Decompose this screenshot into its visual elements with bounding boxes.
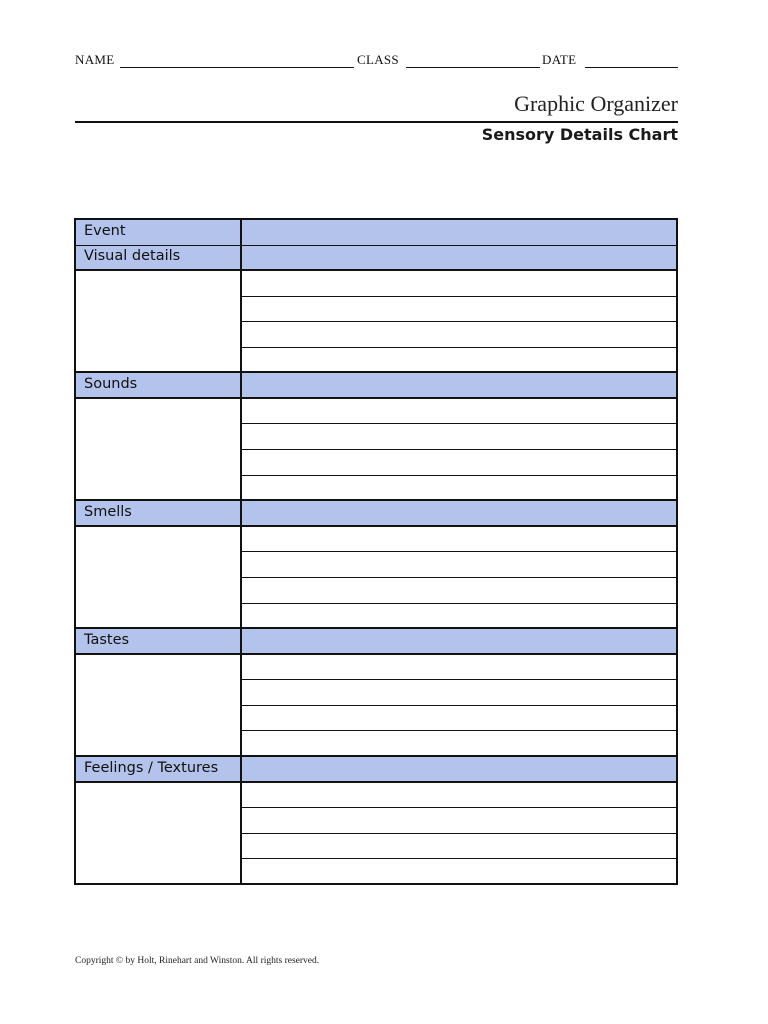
detail-line[interactable] [242, 680, 676, 706]
detail-line[interactable] [242, 297, 676, 323]
event-row[interactable] [76, 220, 676, 246]
section-divider [76, 755, 676, 757]
detail-line[interactable] [242, 399, 676, 425]
detail-line[interactable] [242, 552, 676, 578]
page-title: Graphic Organizer [514, 91, 678, 116]
page-subtitle: Sensory Details Chart [481, 125, 678, 144]
detail-line[interactable] [242, 322, 676, 348]
detail-line[interactable] [242, 655, 676, 681]
detail-line[interactable] [242, 732, 676, 758]
detail-line[interactable] [242, 808, 676, 834]
row-label: Sounds [84, 376, 138, 393]
class-label: CLASS [357, 52, 399, 67]
date-field[interactable] [585, 67, 678, 68]
detail-line[interactable] [242, 783, 676, 809]
student-info-fields [75, 52, 678, 70]
copyright-notice: Copyright © by Holt, Rinehart and Winston. All rights reserved. [75, 956, 320, 966]
detail-line[interactable] [242, 348, 676, 374]
row-label: Feelings / Textures [84, 759, 219, 776]
detail-line[interactable] [242, 476, 676, 502]
title-rule [75, 121, 678, 123]
name-label: NAME [75, 52, 115, 67]
detail-line[interactable] [242, 706, 676, 732]
detail-line[interactable] [242, 425, 676, 451]
section-divider [76, 499, 676, 501]
row-label: Visual details [84, 248, 181, 265]
detail-line[interactable] [242, 834, 676, 860]
detail-line[interactable] [242, 450, 676, 476]
class-field[interactable] [406, 67, 540, 68]
detail-line[interactable] [242, 604, 676, 630]
section-divider [76, 627, 676, 629]
detail-line[interactable] [242, 859, 676, 885]
name-field[interactable] [120, 67, 354, 68]
section-header-3[interactable] [76, 629, 676, 655]
section-header-1[interactable] [76, 373, 676, 399]
section-header-4[interactable] [76, 757, 676, 783]
section-header-0[interactable] [76, 246, 676, 272]
detail-line[interactable] [242, 578, 676, 604]
sensory-details-chart [74, 218, 678, 885]
date-label: DATE [542, 52, 577, 67]
detail-line[interactable] [242, 271, 676, 297]
row-label: Tastes [84, 631, 130, 648]
row-label: Event [84, 222, 126, 239]
section-divider [76, 371, 676, 373]
row-label: Smells [84, 504, 132, 521]
detail-line[interactable] [242, 527, 676, 553]
section-header-2[interactable] [76, 501, 676, 527]
